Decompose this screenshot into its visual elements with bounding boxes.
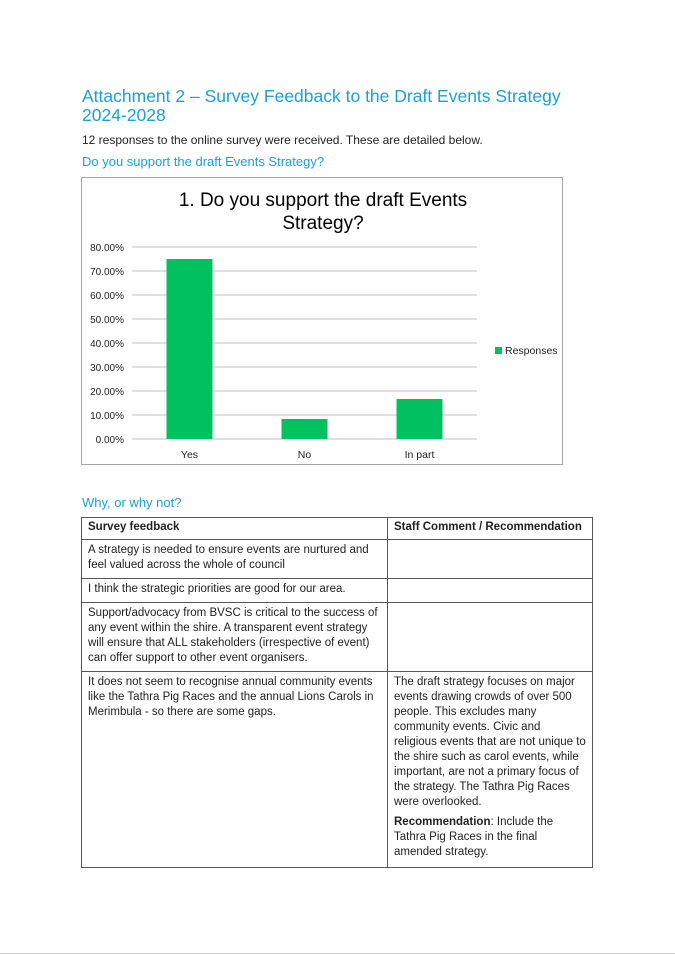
chart-title-line-2: Strategy? <box>282 213 364 234</box>
y-tick-label: 40.00% <box>90 339 124 350</box>
section-heading-why: Why, or why not? <box>82 495 182 510</box>
feedback-table <box>81 517 593 868</box>
header-staff-comment: Staff Comment / Recommendation <box>388 518 593 540</box>
page-title: Attachment 2 – Survey Feedback to the Draft Events Strategy 2024-2028 <box>82 86 561 125</box>
comment-cell <box>388 672 593 868</box>
y-tick-label: 10.00% <box>90 411 124 422</box>
chart-container <box>81 177 563 465</box>
table-row <box>82 672 593 868</box>
chart-title-line-1: 1. Do you support the draft Events <box>178 190 468 211</box>
comment-cell <box>388 603 593 672</box>
table-row <box>82 579 593 603</box>
table-row <box>82 540 593 579</box>
bar-chart <box>82 178 564 466</box>
y-tick-label: 30.00% <box>90 363 124 374</box>
table-header-row <box>82 518 593 540</box>
bar-no <box>282 419 328 439</box>
recommendation-text: : Include the Tathra Pig Races in the final amended strategy. <box>394 816 554 858</box>
intro-text: 12 responses to the online survey were received. These are detailed below. <box>82 133 483 147</box>
recommendation-paragraph <box>394 815 586 860</box>
feedback-cell: It does not seem to recognise annual community events like the Tathra Pig Races and the annual Lions Carols in Merimbula - so there are some gaps. <box>82 672 388 868</box>
feedback-cell: Support/advocacy from BVSC is critical to the success of any event within the shire. A transparent event strategy will ensure that ALL stakeholders (irrespective of event) can offer support to other event organisers. <box>82 603 388 672</box>
bar-yes <box>167 259 213 439</box>
y-tick-label: 80.00% <box>90 243 124 254</box>
page-bottom-rule <box>0 953 675 954</box>
x-tick-label: Yes <box>180 449 199 461</box>
legend-swatch <box>495 347 502 354</box>
y-tick-label: 20.00% <box>90 387 124 398</box>
table-row <box>82 603 593 672</box>
staff-comment-text: The draft strategy focuses on major events drawing crowds of over 500 people. This excludes many community events. Civic and religious events that are not unique to the shire such as carol events, while important, are not a primary focus of the strategy. The Tathra Pig Races were overlooked. <box>394 676 586 808</box>
comment-cell <box>388 579 593 603</box>
y-tick-label: 60.00% <box>90 291 124 302</box>
y-tick-label: 70.00% <box>90 267 124 278</box>
section-heading-support: Do you support the draft Events Strategy? <box>82 154 325 169</box>
feedback-cell: A strategy is needed to ensure events are nurtured and feel valued across the whole of council <box>82 540 388 579</box>
feedback-cell: I think the strategic priorities are good for our area. <box>82 579 388 603</box>
bar-in-part <box>397 399 443 439</box>
legend-label: Responses <box>505 345 558 357</box>
comment-cell <box>388 540 593 579</box>
header-survey-feedback: Survey feedback <box>82 518 388 540</box>
x-tick-label: In part <box>404 449 435 461</box>
x-tick-label: No <box>297 449 312 461</box>
y-tick-label: 50.00% <box>90 315 124 326</box>
recommendation-label: Recommendation <box>394 816 491 828</box>
y-tick-label: 0.00% <box>95 435 124 446</box>
